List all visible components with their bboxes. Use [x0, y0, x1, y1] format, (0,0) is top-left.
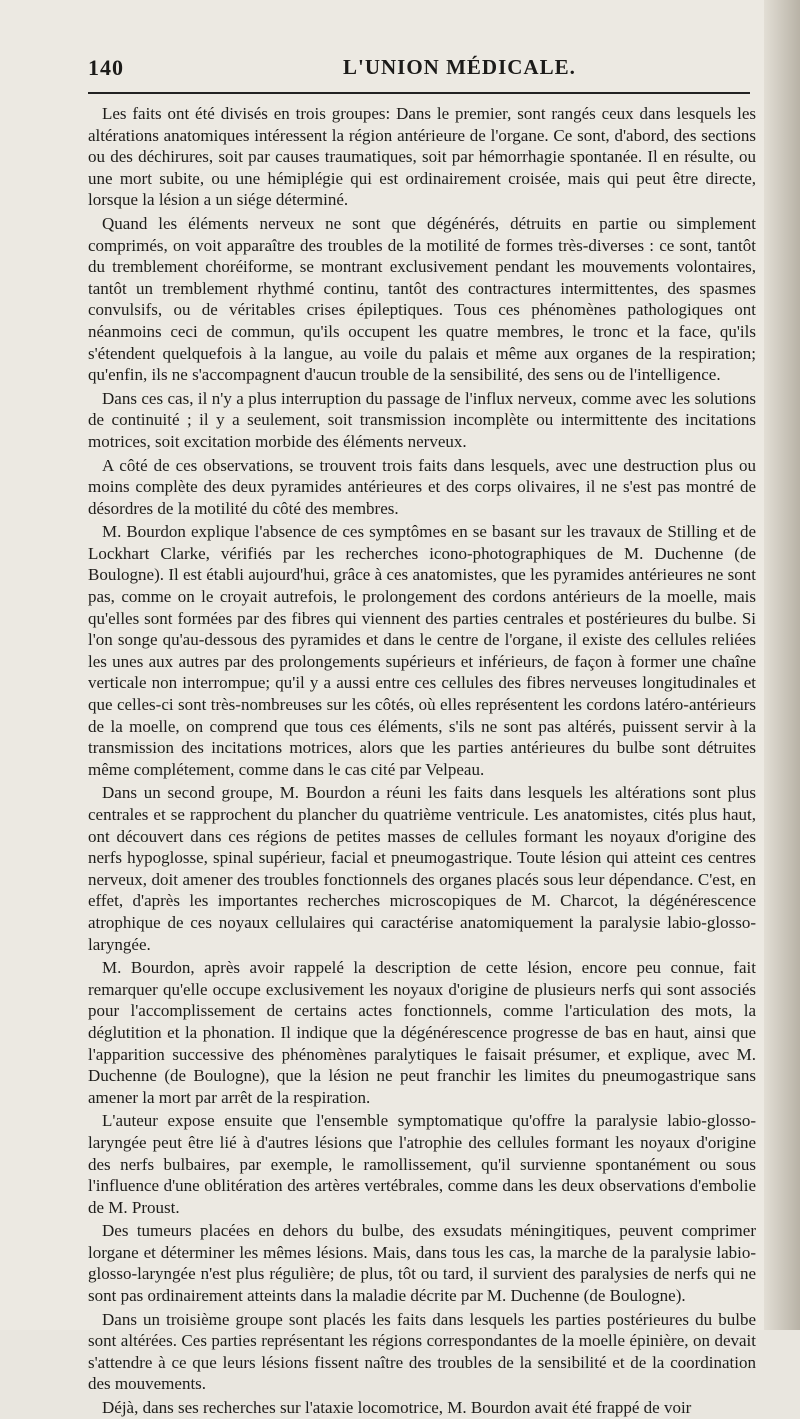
- header-rule: [88, 92, 750, 94]
- paragraph-3: Dans ces cas, il n'y a plus interruption du passage de l'influx nerveux, comme avec les solutions de continuité ; il y a seulement, soit transmission incomplète ou intermittente des incitations motrices, soit excitation morbide des éléments nerveux.: [88, 388, 756, 451]
- page-header: [88, 55, 748, 85]
- paragraph-9: Des tumeurs placées en dehors du bulbe, des exsudats méningitiques, peuvent comprimer lorgane et déterminer les mêmes lésions. Mais, dans tous les cas, la marche de la paralysie labio-glosso-laryngée n'est plus régulière; de plus, tôt ou tard, il survient des paralysies de nerfs qui ne sont pas ordinairement atteints dans la maladie décrite par M. Duchenne (de Boulogne).: [88, 1221, 756, 1306]
- page-edge-shadow: [764, 0, 800, 1330]
- article-body: [88, 103, 756, 1418]
- paragraph-4: A côté de ces observations, se trouvent trois faits dans lesquels, avec une destruction plus ou moins complète des deux pyramides antérieures et des corps olivaires, il ne s'est pas montré de désordres de la motilité du côté des membres.: [88, 455, 756, 518]
- paragraph-11: Déjà, dans ses recherches sur l'ataxie locomotrice, M. Bourdon avait été frappé de voir: [102, 1398, 692, 1418]
- paragraph-6: Dans un second groupe, M. Bourdon a réuni les faits dans lesquels les altérations sont plus centrales et se rapprochent du plancher du quatrième ventricule. Les anatomistes, cités plus haut, ont découvert dans ces régions de petites masses de cellules formant les noyaux d'origine des nerfs hypoglosse, spinal supérieur, facial et pneumogastrique. Toute lésion qui atteint ces centres nerveux, doit amener des troubles fonctionnels des organes placés sous leur dépendance. C'est, en effet, d'après les importantes recherches microscopiques de M. Charcot, la dégénérescence atrophique de ces noyaux cellulaires qui caractérise anatomiquement la paralysie labio-glosso-laryngée.: [88, 783, 756, 954]
- paragraph-1: Les faits ont été divisés en trois groupes: Dans le premier, sont rangés ceux dans lesquels les altérations anatomiques intéressent la région antérieure de l'organe. Ce sont, d'abord, des sections ou des déchirures, soit par causes traumatiques, soit par hémorrhagie spontanée. Il en résulte, ou une mort subite, ou une hémiplégie qui est ordinairement croisée, mais qui peut être directe, lorsque la lésion a un siége déterminé.: [88, 104, 756, 210]
- paragraph-5: M. Bourdon explique l'absence de ces symptômes en se basant sur les travaux de Stilling et de Lockhart Clarke, vérifiés par les recherches icono-photographiques de M. Duchenne (de Boulogne). Il est établi aujourd'hui, grâce à ces anatomistes, que les pyramides antérieures ne sont pas, comme on le croyait autrefois, le prolongement des cordons antérieurs de la moelle, mais qu'elles sont formées par des fibres qui viennent des parties centrales et postérieures du bulbe. Si l'on songe qu'au-dessous des pyramides et dans le centre de l'organe, il existe des cellules reliées les unes aux autres par des prolongements supérieurs et inférieurs, de façon à former une chaîne verticale non interrompue; qu'il y a aussi entre ces cellules des fibres nerveuses longitudinales et que celles-ci sont très-nombreuses sur les côtés, où elles représentent les cordons latéro-antérieurs de la moelle, on comprend que tous ces éléments, s'ils ne sont pas altérés, puissent servir à la transmission des incitations motrices, alors que les parties antérieures du bulbe sont détruites même complétement, comme dans le cas cité par Velpeau.: [88, 522, 756, 779]
- page-number: 140: [88, 55, 124, 80]
- paragraph-8: L'auteur expose ensuite que l'ensemble symptomatique qu'offre la paralysie labio-glosso-laryngée peut être lié à d'autres lésions que l'atrophie des cellules formant les noyaux d'origine des nerfs bulbaires, par exemple, le ramollissement, qu'il survienne spontanément ou sous l'influence d'une oblitération des artères vertébrales, comme dans les deux observations d'embolie de M. Proust.: [88, 1111, 756, 1217]
- running-title: L'UNION MÉDICALE.: [343, 55, 576, 79]
- paragraph-2: Quand les éléments nerveux ne sont que dégénérés, détruits en partie ou simplement comprimés, on voit apparaître des troubles de la motilité de formes très-diverses : ce sont, tantôt du tremblement choréiforme, se montrant exclusivement pendant les mouvements volontaires, tantôt un tremblement rhythmé continu, tantôt des contractures intermittentes, des spasmes convulsifs, ou de véritables crises épileptiques. Tous ces phénomènes pathologiques ont néanmoins ceci de commun, qu'ils occupent les quatre membres, le tronc et la face, qu'ils s'étendent quelquefois à la langue, au voile du palais et même aux organes de la respiration; qu'enfin, ils ne s'accompagnent d'aucun trouble de la sensibilité, des sens ou de l'intelligence.: [88, 213, 756, 385]
- paragraph-10: Dans un troisième groupe sont placés les faits dans lesquels les parties postérieures du bulbe sont altérées. Ces parties représentant les régions correspondantes de la moelle épinière, on devait s'attendre à ce que leurs lésions fissent naître des troubles de la sensibilité et de la coordination des mouvements.: [88, 1309, 756, 1394]
- paragraph-7: M. Bourdon, après avoir rappelé la description de cette lésion, encore peu connue, fait remarquer qu'elle occupe exclusivement les noyaux d'origine de plusieurs nerfs qui sont associés pour l'accomplissement de certains actes fonctionnels, comme l'articulation des mots, la déglutition et la phonation. Il indique que la dégénérescence progresse de bas en haut, ainsi que l'apparition successive des phénomènes paralytiques le faisait présumer, et explique, avec M. Duchenne (de Boulogne), que la lésion ne peut franchir les limites du pneumogastrique sans amener la mort par arrêt de la respiration.: [88, 958, 756, 1107]
